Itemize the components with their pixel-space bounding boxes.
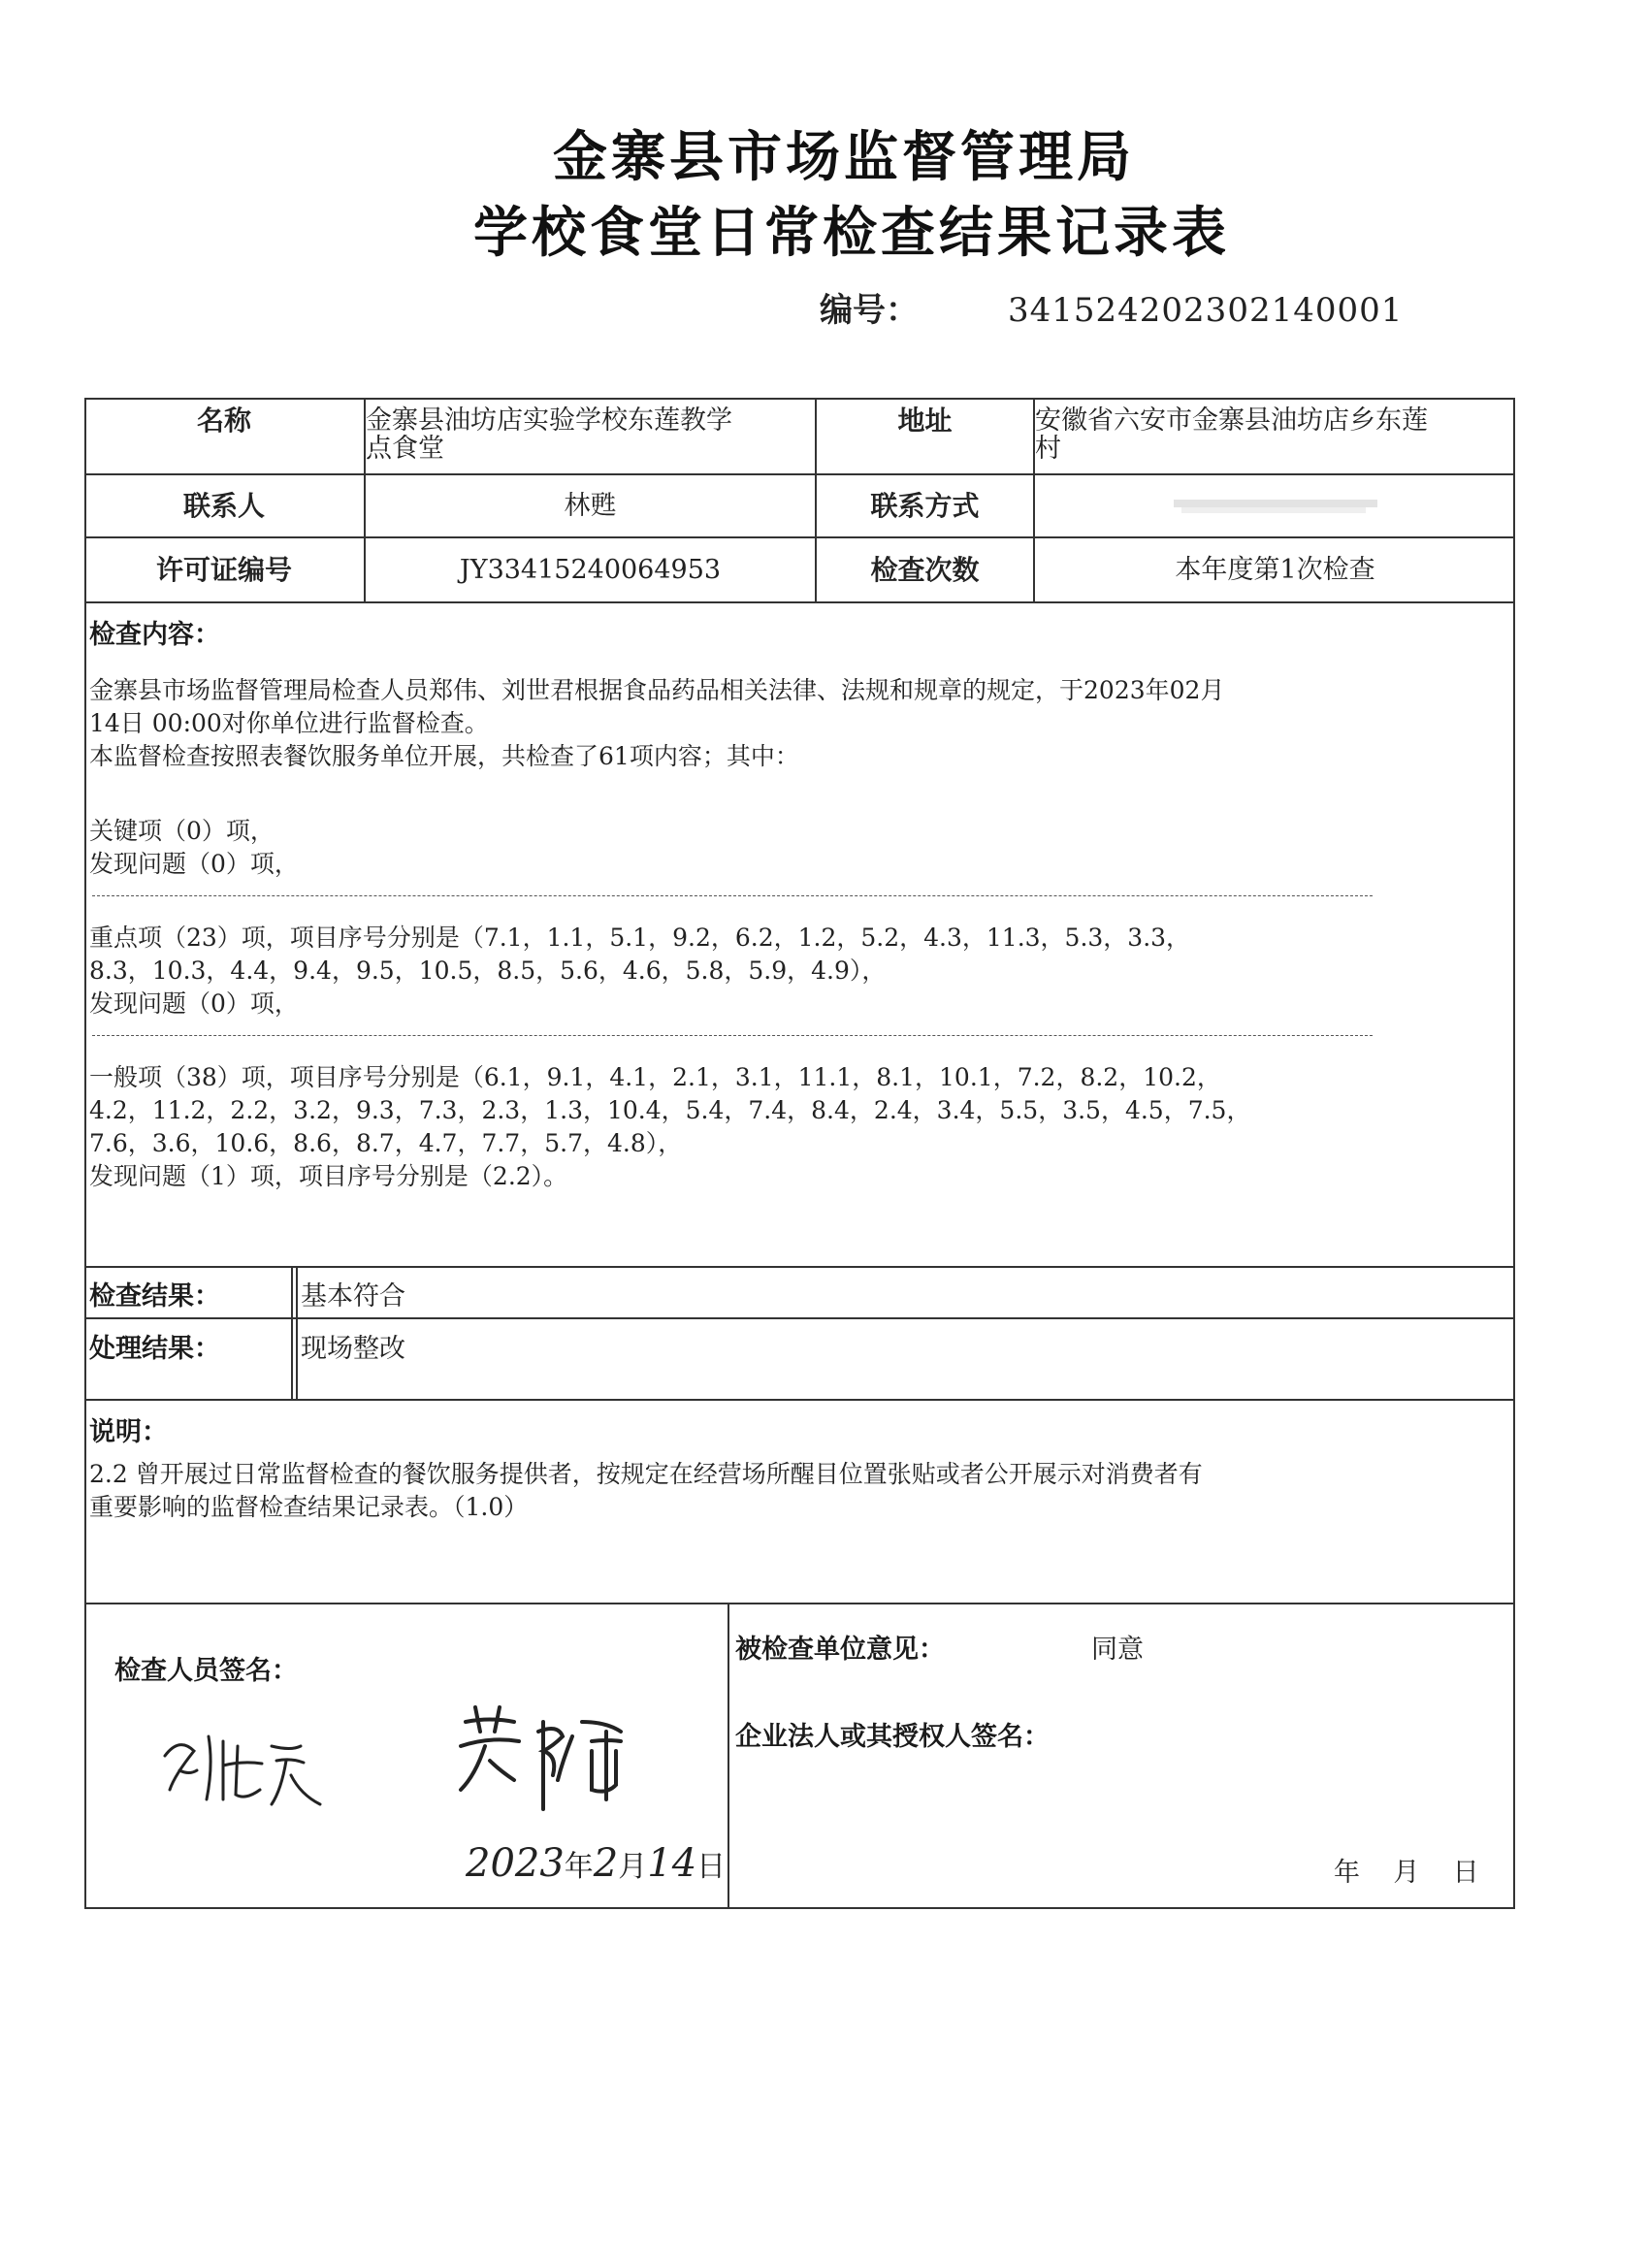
separator-line — [92, 1035, 1373, 1036]
handle-result-value: 现场整改 — [301, 1334, 405, 1364]
address-value-line2: 村 — [1035, 434, 1061, 464]
address-label: 地址 — [897, 405, 953, 437]
inspection-date-day-unit: 日 — [696, 1850, 727, 1884]
redacted-phone-mark — [1174, 494, 1377, 519]
separator-line — [92, 895, 1373, 896]
count-label: 检查次数 — [870, 553, 980, 586]
content-para1-line2: 14日 00:00对你单位进行监督检查。 — [89, 709, 489, 737]
inspector-signature-1 — [155, 1717, 340, 1814]
inspection-date-year-unit: 年 — [564, 1850, 594, 1884]
content-para1-line1: 金寨县市场监督管理局检查人员郑伟、刘世君根据食品药品相关法律、法规和规章的规定，于2023年02月 — [89, 676, 1225, 704]
record-number-label: 编号： — [820, 291, 919, 330]
major-issues: 发现问题（0）项， — [89, 989, 299, 1018]
notes-line2: 重要影响的监督检查结果记录表。（1.0） — [89, 1493, 529, 1521]
record-number — [820, 283, 1403, 331]
license-value: JY33415240064953 — [459, 554, 722, 585]
handle-result-label: 处理结果： — [89, 1334, 220, 1364]
inspection-date-day: 14 — [647, 1841, 697, 1886]
general-items-line3: 7.6，3.6，10.6，8.6，8.7，4.7，7.7，5.7，4.8）， — [89, 1129, 683, 1157]
content-label: 检查内容： — [89, 620, 220, 650]
license-label: 许可证编号 — [155, 553, 292, 586]
inspection-date-month-unit: 月 — [618, 1850, 648, 1884]
major-items-line2: 8.3，10.3，4.4，9.4，9.5，10.5，8.5，5.6，4.6，5.8，5.9，4.9）， — [89, 956, 887, 985]
contact-label: 联系人 — [182, 489, 265, 522]
general-issues: 发现问题（1）项，项目序号分别是（2.2）。 — [89, 1162, 568, 1190]
check-result-value: 基本符合 — [301, 1281, 405, 1312]
name-value-line1: 金寨县油坊店实验学校东莲教学 — [366, 405, 732, 436]
inspector-signature-label: 检查人员签名： — [114, 1656, 298, 1686]
phone-value-redacted — [1035, 475, 1515, 536]
count-value: 本年度第1次检查 — [1175, 554, 1375, 585]
check-result-label: 检查结果： — [89, 1281, 220, 1312]
name-label: 名称 — [196, 405, 251, 437]
major-items-line1: 重点项（23）项，项目序号分别是（7.1，1.1，5.1，9.2，6.2，1.2，5.2，4.3，11.3，5.3，3.3， — [89, 923, 1191, 952]
address-value-line1: 安徽省六安市金寨县油坊店乡东莲 — [1035, 405, 1428, 436]
record-number-value: 341524202302140001 — [1008, 291, 1404, 330]
address-value — [1035, 398, 1515, 473]
content-para2: 本监督检查按照表餐饮服务单位开展，共检查了61项内容；其中： — [89, 742, 799, 770]
notes-label: 说明： — [89, 1417, 168, 1447]
legal-signature-date-blank: 年 月 日 — [1334, 1858, 1479, 1888]
page-title-line2: 学校食堂日常检查结果记录表 — [473, 202, 1230, 265]
page-title-line1: 金寨县市场监督管理局 — [553, 126, 1135, 189]
name-value-line2: 点食堂 — [366, 434, 444, 464]
notes-line1: 2.2 曾开展过日常监督检查的餐饮服务提供者，按规定在经营场所醒目位置张贴或者公开展示对消费者有 — [89, 1460, 1203, 1488]
unit-opinion-value: 同意 — [1091, 1635, 1144, 1665]
key-items: 关键项（0）项， — [89, 817, 275, 845]
inspection-date-year: 2023 — [466, 1841, 565, 1886]
inspection-date-month: 2 — [593, 1841, 619, 1886]
unit-opinion-label: 被检查单位意见： — [735, 1635, 945, 1665]
inspector-signature-2 — [446, 1693, 650, 1809]
general-items-line1: 一般项（38）项，项目序号分别是（6.1，9.1，4.1，2.1，3.1，11.1，8.1，10.1，7.2，8.2，10.2， — [89, 1063, 1221, 1091]
general-items-line2: 4.2，11.2，2.2，3.2，9.3，7.3，2.3，1.3，10.4，5.4，7.4，8.4，2.4，3.4，5.5，3.5，4.5，7.5， — [89, 1096, 1251, 1124]
contact-value: 林甦 — [564, 490, 617, 521]
legal-representative-signature-label: 企业法人或其授权人签名： — [735, 1722, 1050, 1752]
key-issues: 发现问题（0）项， — [89, 850, 299, 878]
phone-label: 联系方式 — [870, 489, 980, 522]
inspection-date — [466, 1841, 726, 1886]
name-value — [366, 398, 815, 473]
